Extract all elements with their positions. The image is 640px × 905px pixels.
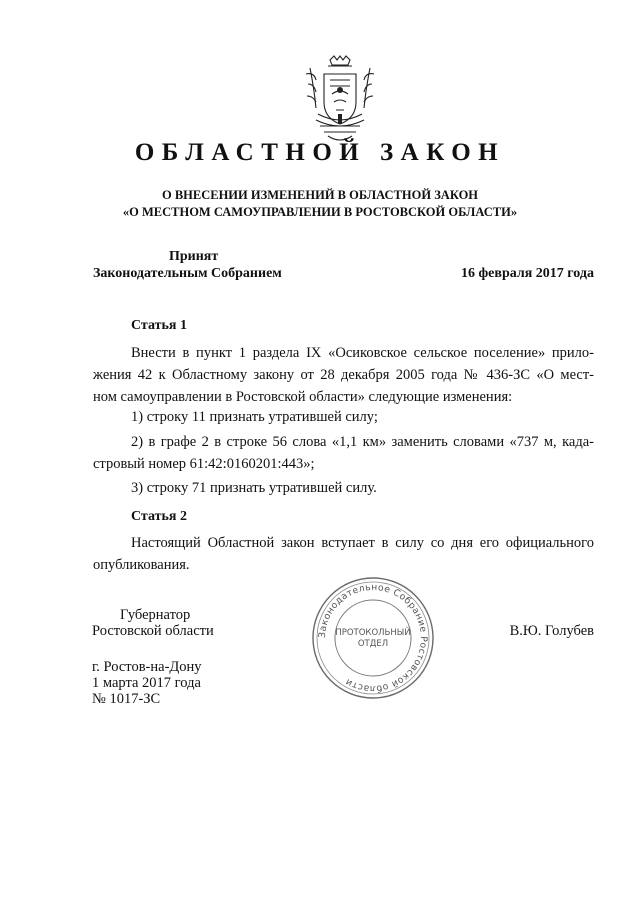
document-subtitle-line2: «О МЕСТНОМ САМОУПРАВЛЕНИИ В РОСТОВСКОЙ ОБЛАСТИ» (122, 205, 518, 219)
article-1-item-3-text: 3) строку 71 признать утратившей силу. (131, 480, 377, 496)
signatory-position-line1: Губернатор (120, 607, 191, 623)
article-1-intro-line1: Внести в пункт 1 раздела IX «Осиковское сельское поселение» прило- (131, 345, 594, 361)
seal-stamp (310, 575, 436, 701)
footer-place: г. Ростов-на-Дону (92, 659, 202, 675)
footer-number: № 1017-ЗС (92, 691, 161, 707)
document-subtitle-line1: О ВНЕСЕНИИ ИЗМЕНЕНИЙ В ОБЛАСТНОЙ ЗАКОН (161, 188, 479, 202)
article-1-intro-line3: ном самоуправлении в Ростовской области» следующие изменения: (93, 389, 513, 405)
article-2-title: Статья 2 (131, 509, 187, 524)
article-1-item-3 (93, 477, 594, 499)
article-1-title: Статья 1 (131, 318, 187, 333)
article-1-item-1-text: 1) строку 11 признать утратившей силу; (131, 409, 378, 425)
adopted-by: Законодательным Собранием (93, 266, 282, 281)
seal-inner-line2: ОТДЕЛ (357, 639, 389, 649)
signatory-position-line2: Ростовской области (92, 623, 214, 639)
article-1-item-2-line2: стровый номер 61:42:0160201:443»; (93, 456, 315, 472)
article-2-text-line1: Настоящий Областной закон вступает в силу со дня его официального (131, 535, 594, 551)
adopted-label: Принят (169, 249, 219, 264)
article-2-text-line2: опубликования. (93, 557, 190, 573)
article-2-text (93, 532, 594, 576)
article-1-intro-line2: жения 42 к Областному закону от 28 декабря 2005 года № 436-ЗС «О мест- (93, 367, 594, 383)
article-1-item-1 (93, 406, 594, 428)
article-1-intro (93, 342, 594, 408)
article-1-item-2-line1: 2) в графе 2 в строке 56 слова «1,1 км» заменить словами «737 м, када- (131, 434, 594, 450)
coat-of-arms-icon (300, 54, 380, 146)
seal-outer-text: Законодательное Собрание Ростовской области (316, 581, 430, 695)
document-title: ОБЛАСТНОЙ ЗАКОН (134, 139, 506, 166)
seal-inner-line1: ПРОТОКОЛЬНЫЙ (335, 628, 411, 638)
article-1-item-2 (93, 431, 594, 475)
adoption-date: 16 февраля 2017 года (461, 266, 594, 281)
footer-date: 1 марта 2017 года (92, 675, 201, 691)
signatory-name: В.Ю. Голубев (509, 623, 594, 639)
